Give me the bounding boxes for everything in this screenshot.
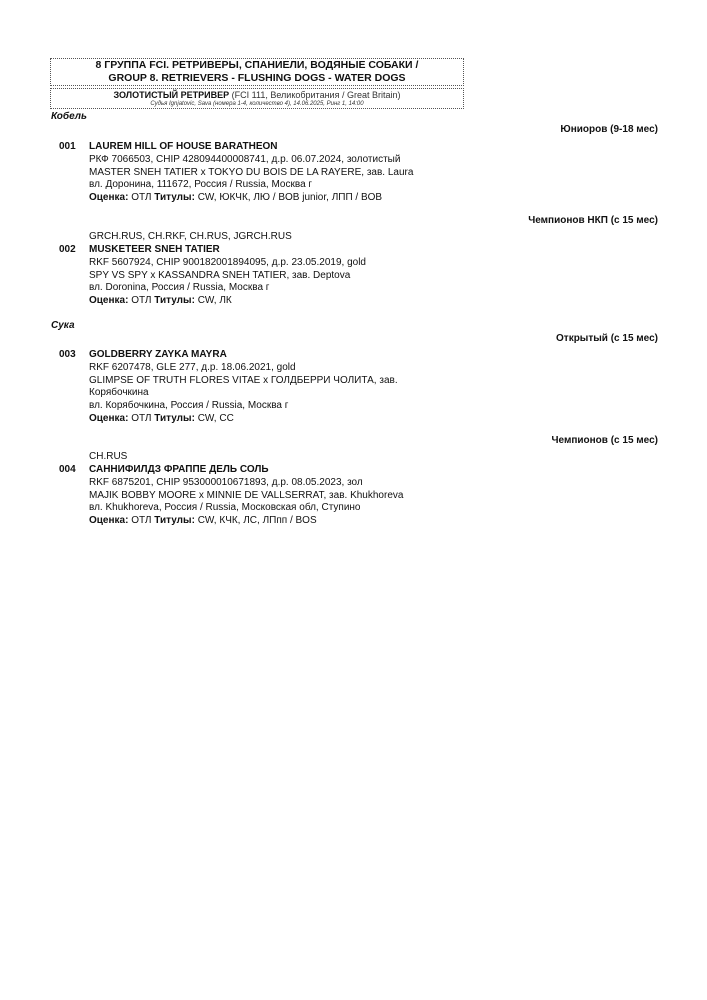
titles-label: Титулы: <box>154 412 195 424</box>
titles-value: CW, КЧК, ЛС, ЛПпп / BOS <box>197 515 317 527</box>
catalog-entry <box>59 244 479 308</box>
class-heading: Чемпионов (с 15 мес) <box>551 435 658 446</box>
dog-name: GOLDBERRY ZAYKA MAYRA <box>89 349 227 360</box>
pedigree-breeder: MAJIK BOBBY MOORE x MINNIE DE VALLSERRAT, зав. Khukhoreva <box>89 489 404 501</box>
owner-info: вл. Доронина, 111672, Россия / Russia, Москва г <box>89 179 313 191</box>
pedigree-breeder: GLIMPSE OF TRUTH FLORES VITAE x ГОЛДБЕРРИ ЧОЛИТА, зав. <box>89 374 398 386</box>
entry-number: 002 <box>59 244 76 255</box>
dog-name: САННИФИЛДЗ ФРАППЕ ДЕЛЬ СОЛЬ <box>89 464 269 475</box>
previous-titles: GRCH.RUS, CH.RKF, CH.RUS, JGRCH.RUS <box>89 231 292 242</box>
breed-line <box>51 90 463 101</box>
judge-line: Судья Ignjatovic, Sava (номера 1-4, количество 4), 14.06.2025, Ринг 1, 14:00 <box>150 101 364 107</box>
catalog-entry <box>59 141 479 205</box>
dog-name: MUSKETEER SNEH TATIER <box>89 244 220 255</box>
pedigree-breeder: MASTER SNEH TATIER x TOKYO DU BOIS DE LA RAYERE, зав. Laura <box>89 166 414 178</box>
titles-label: Титулы: <box>154 295 195 307</box>
group-title-en: GROUP 8. RETRIEVERS - FLUSHING DOGS - WATER DOGS <box>108 72 406 84</box>
titles-value: CW, CC <box>197 412 234 424</box>
titles-value: CW, ЛК <box>197 295 232 307</box>
breed-header <box>50 88 464 109</box>
grade-value: ОТЛ <box>131 515 152 527</box>
owner-info: вл. Doronina, Россия / Russia, Москва г <box>89 282 270 294</box>
class-heading: Юниоров (9-18 мес) <box>560 124 658 135</box>
class-heading: Чемпионов НКП (с 15 мес) <box>528 215 658 226</box>
catalog-entry <box>59 349 479 426</box>
group-title-ru: 8 ГРУППА FCI. РЕТРИВЕРЫ, СПАНИЕЛИ, ВОДЯНЫЕ СОБАКИ / <box>95 59 419 71</box>
titles-value: CW, ЮКЧК, ЛЮ / BOB junior, ЛПП / BOB <box>197 192 383 204</box>
class-heading: Открытый (с 15 мес) <box>556 333 658 344</box>
previous-titles: CH.RUS <box>89 451 128 462</box>
catalog-entry <box>59 231 479 244</box>
registration-info: RKF 6207478, GLE 277, д.р. 18.06.2021, gold <box>89 361 296 373</box>
grade-value: ОТЛ <box>131 412 152 424</box>
grade-value: ОТЛ <box>131 192 152 204</box>
titles-label: Титулы: <box>154 192 195 204</box>
owner-info: вл. Khukhoreva, Россия / Russia, Московская обл, Ступино <box>89 502 361 514</box>
breed-info: (FCI 111, Великобритания / Great Britain) <box>231 90 401 100</box>
result-line <box>89 295 479 308</box>
grade-label: Оценка: <box>89 412 129 424</box>
grade-value: ОТЛ <box>131 295 152 307</box>
grade-label: Оценка: <box>89 192 129 204</box>
dog-name: LAUREM HILL OF HOUSE BARATHEON <box>89 141 278 152</box>
owner-info: вл. Корябочкина, Россия / Russia, Москва г <box>89 400 289 412</box>
breed-name: ЗОЛОТИСТЫЙ РЕТРИВЕР <box>113 90 230 100</box>
entry-number: 001 <box>59 141 76 152</box>
result-line <box>89 192 479 205</box>
group-header <box>50 58 464 86</box>
registration-info: РКФ 7066503, CHIP 428094400008741, д.р. 06.07.2024, золотистый <box>89 153 401 165</box>
section-sex-male: Кобель <box>51 111 87 122</box>
section-sex-female: Сука <box>51 320 75 331</box>
catalog-entry <box>59 451 479 464</box>
result-line <box>89 413 479 426</box>
grade-label: Оценка: <box>89 295 129 307</box>
entry-number: 004 <box>59 464 76 475</box>
grade-label: Оценка: <box>89 515 129 527</box>
registration-info: RKF 5607924, CHIP 900182001894095, д.р. 23.05.2019, gold <box>89 256 366 268</box>
pedigree-breeder: SPY VS SPY x KASSANDRA SNEH TATIER, зав. Deptova <box>89 269 351 281</box>
titles-label: Титулы: <box>154 515 195 527</box>
result-line <box>89 515 479 528</box>
pedigree-breeder-continued: Корябочкина <box>89 387 149 399</box>
entry-number: 003 <box>59 349 76 360</box>
catalog-entry <box>59 464 479 528</box>
registration-info: RKF 6875201, CHIP 953000010671893, д.р. 08.05.2023, зол <box>89 476 363 488</box>
